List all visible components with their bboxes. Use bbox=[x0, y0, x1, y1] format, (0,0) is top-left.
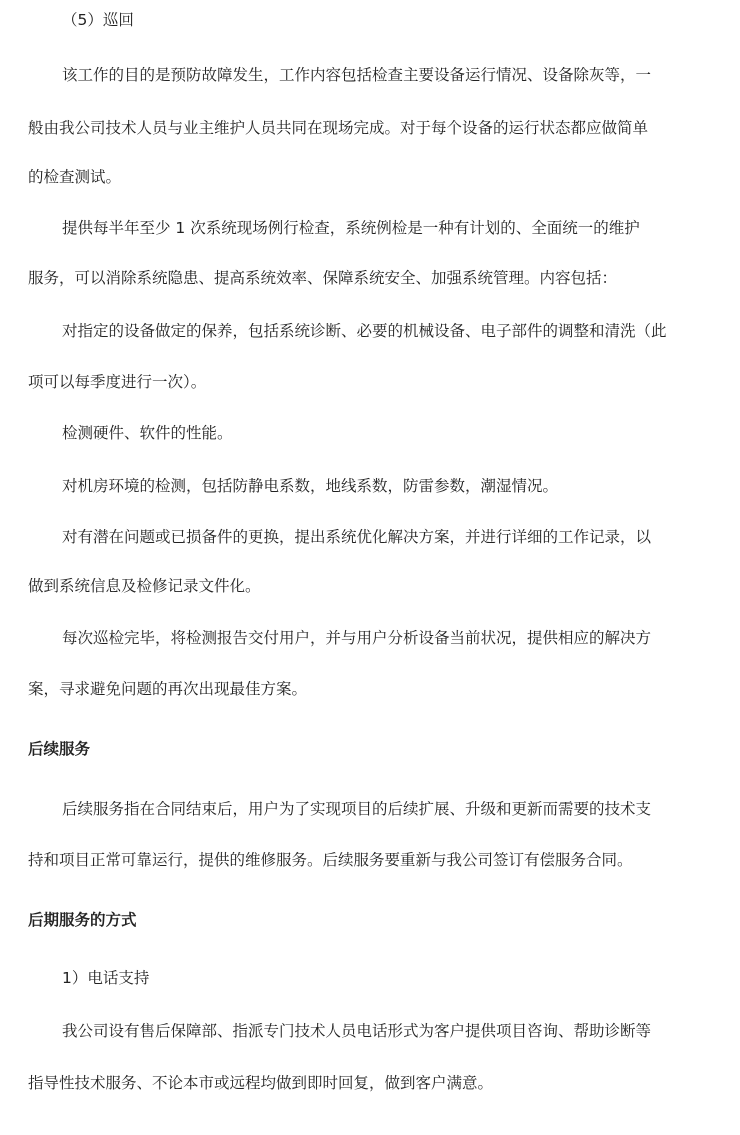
paragraph-line: 的检查测试。 bbox=[28, 168, 122, 186]
paragraph-line: 对机房环境的检测，包括防静电系数，地线系数，防雷参数，潮湿情况。 bbox=[62, 477, 559, 495]
paragraph-line: 服务，可以消除系统隐患、提高系统效率、保障系统安全、加强系统管理。内容包括： bbox=[28, 269, 618, 287]
paragraph-line: 项可以每季度进行一次）。 bbox=[28, 373, 207, 391]
paragraph-line: 般由我公司技术人员与业主维护人员共同在现场完成。对于每个设备的运行状态都应做简单 bbox=[28, 119, 649, 137]
paragraph-line: 对指定的设备做定的保养，包括系统诊断、必要的机械设备、电子部件的调整和清洗（此 bbox=[62, 322, 667, 340]
paragraph-line: 每次巡检完毕，将检测报告交付用户，并与用户分析设备当前状况，提供相应的解决方 bbox=[62, 629, 652, 647]
paragraph-line: 案，寻求避免问题的再次出现最佳方案。 bbox=[28, 680, 308, 698]
paragraph-line: 指导性技术服务、不论本市或远程均做到即时回复，做到客户满意。 bbox=[28, 1074, 494, 1092]
section-subheading-phone-support: 1）电话支持 bbox=[62, 969, 150, 987]
paragraph-line: 提供每半年至少 1 次系统现场例行检查，系统例检是一种有计划的、全面统一的维护 bbox=[62, 219, 640, 237]
paragraph-line: 后续服务指在合同结束后，用户为了实现项目的后续扩展、升级和更新而需要的技术支 bbox=[62, 800, 652, 818]
paragraph-line: 检测硬件、软件的性能。 bbox=[62, 424, 233, 442]
paragraph-line: 对有潜在问题或已损备件的更换，提出系统优化解决方案，并进行详细的工作记录，以 bbox=[62, 528, 652, 546]
paragraph-line: 持和项目正常可靠运行，提供的维修服务。后续服务要重新与我公司签订有偿服务合同。 bbox=[28, 851, 633, 869]
paragraph-line: 做到系统信息及检修记录文件化。 bbox=[28, 577, 261, 595]
paragraph-line: 我公司设有售后保障部、指派专门技术人员电话形式为客户提供项目咨询、帮助诊断等 bbox=[62, 1022, 652, 1040]
paragraph-line: 该工作的目的是预防故障发生，工作内容包括检查主要设备运行情况、设备除灰等，一 bbox=[62, 66, 652, 84]
section-heading-service-methods: 后期服务的方式 bbox=[28, 911, 137, 929]
section-heading-follow-up-service: 后续服务 bbox=[28, 740, 91, 758]
section-subheading-patrol: （5）巡回 bbox=[62, 11, 134, 29]
